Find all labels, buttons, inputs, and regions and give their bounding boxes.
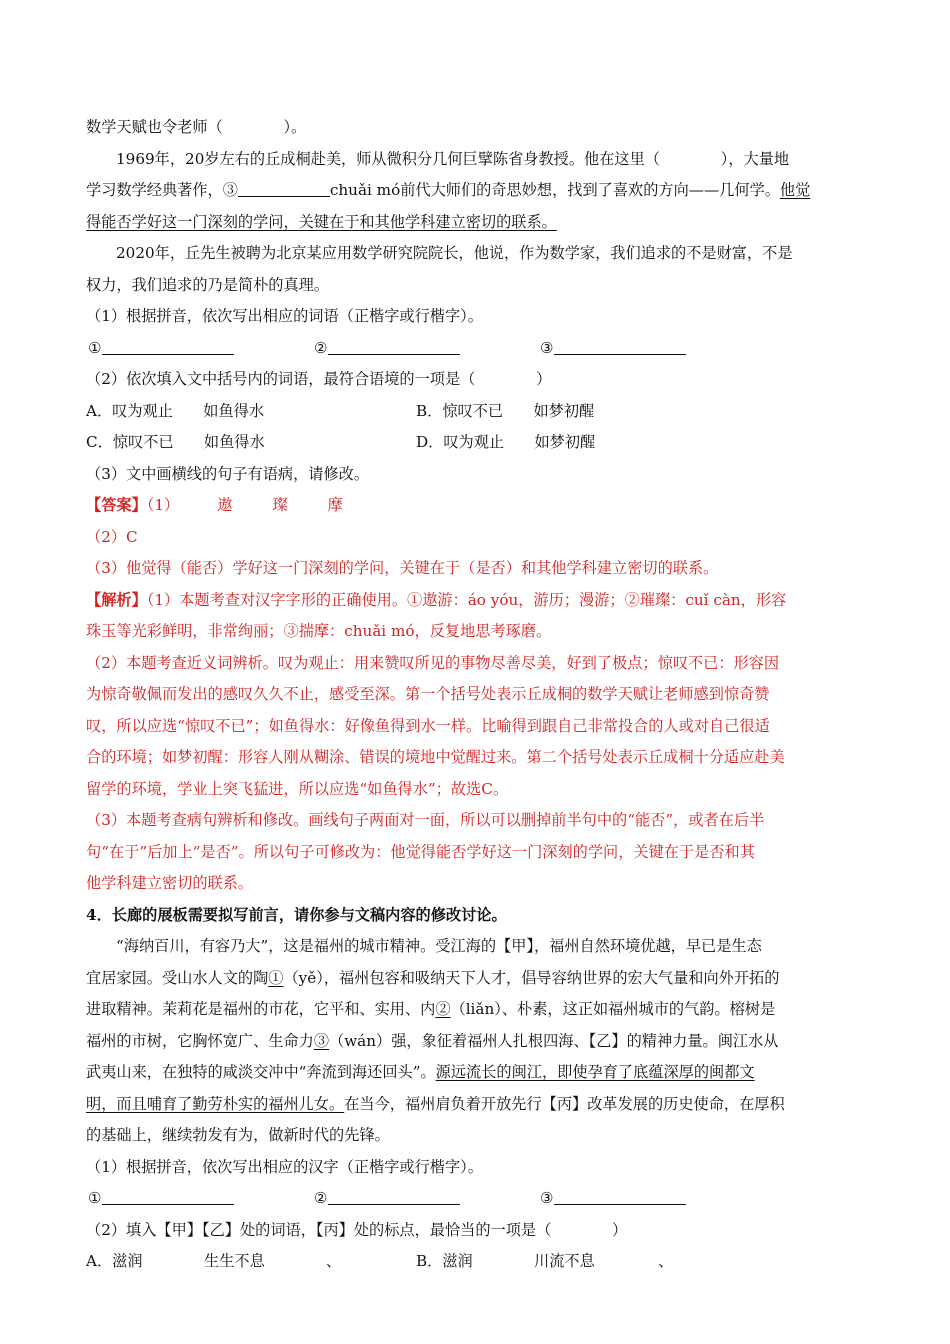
text-line: 1969年，20岁左右的丘成桐赴美，师从微积分几何巨擘陈省身教授。他在这里（ ），大量地 (116, 149, 790, 168)
analysis-label: 【解析】 (86, 590, 147, 609)
answer-blanks-row (86, 333, 864, 365)
text-span: （liǎn）、朴素，这正如福州城市的气韵。榕树是 (450, 1000, 776, 1018)
question-line: （3）文中画横线的句子有语病，请修改。 (86, 464, 370, 483)
analysis-line: 留学的环境，学业上突飞猛进，所以应选“如鱼得水”；故选C。 (86, 779, 509, 798)
answer-word: 摩 (327, 496, 343, 514)
options-row (86, 1246, 864, 1278)
answer-line: （3）他觉得（能否）学好这一门深刻的学问，关键在于（是否）和其他学科建立密切的联系。 (86, 559, 719, 577)
option-d: D．叹为观止 如梦初醒 (416, 433, 596, 451)
text-line: 权力，我们追求的乃是简朴的真理。 (86, 275, 329, 294)
option-c: C．惊叹不已 如鱼得水 (86, 433, 265, 451)
text-span: 在当今，福州肩负着开放先行【丙】改革发展的历史使命，在厚积 (344, 1094, 785, 1113)
question-heading: 4．长廊的展板需要拟写前言，请你参与文稿内容的修改讨论。 (86, 905, 507, 924)
option-a-punct: 、 (326, 1252, 342, 1270)
answer-blank (102, 336, 234, 355)
blank-marker: ② (435, 1000, 451, 1018)
option-a-word2: 生生不息 (204, 1252, 265, 1270)
text-span: 福州的市树，它胸怀宽广、生命力 (86, 1031, 314, 1050)
answer-blanks-row (86, 1183, 864, 1215)
text-span: 宜居家园。受山水人文的陶 (86, 968, 269, 987)
underlined-sentence: 得能否学好这一门深刻的学问，关键在于和其他学科建立密切的联系。 (86, 212, 557, 231)
answer-blank (102, 1186, 234, 1205)
blank-label: ① (88, 338, 102, 357)
option-b-punct: 、 (658, 1252, 674, 1270)
text-line: “海纳百川，有容乃大”，这是福州的城市精神。受江海的【甲】，福州自然环境优越，早已是生态 (116, 937, 762, 955)
blank-label: ② (314, 1189, 328, 1207)
analysis-line: （2）本题考查近义词辨析。叹为观止：用来赞叹所见的事物尽善尽美，好到了极点；惊叹不已：形容因 (86, 653, 780, 672)
question-line: （1）根据拼音，依次写出相应的汉字（正楷字或行楷字）。 (86, 1157, 483, 1176)
text-line (86, 963, 864, 995)
text-span: chuǎi mó前代大师们的奇思妙想，找到了喜欢的方向——几何学。 (329, 181, 780, 199)
question-line: （1）根据拼音，依次写出相应的词语（正楷字或行楷字）。 (86, 307, 483, 325)
text-span: （yě），福州包容和吸纳天下人才，倡导容纳世界的宏大气量和向外开拓的 (283, 968, 780, 987)
answer-word: 璨 (272, 496, 288, 514)
analysis-line: 合的环境；如梦初醒：形容人刚从糊涂、错误的境地中觉醒过来。第二个括号处表示丘成桐十分适应赴美 (86, 748, 785, 766)
options-row (86, 427, 864, 459)
answer-blank (328, 1186, 460, 1205)
analysis-line (86, 585, 864, 617)
text-line (86, 207, 864, 239)
option-b-word2: 川流不息 (534, 1252, 595, 1270)
text-span: 武夷山来，在独特的咸淡交冲中“奔流到海还回头”。 (86, 1063, 436, 1081)
answer-word: 遨 (217, 496, 233, 514)
text-line (86, 1026, 864, 1058)
analysis-line: 珠玉等光彩鲜明，非常绚丽；③揣摩：chuǎi mó，反复地思考琢磨。 (86, 622, 552, 640)
answer-blank (238, 178, 330, 197)
analysis-line: （3）本题考查病句辨析和修改。画线句子两面对一面，所以可以删掉前半句中的“能否”，或者在后半 (86, 811, 765, 829)
text-line: 的基础上，继续勃发有为，做新时代的先锋。 (86, 1126, 390, 1144)
blank-label: ② (314, 338, 328, 357)
text-line (86, 1057, 864, 1089)
text-line (86, 1089, 864, 1121)
option-a: A．叹为观止 如鱼得水 (86, 401, 265, 420)
underlined-sentence: 明，而且哺育了勤劳朴实的福州儿女。 (86, 1094, 345, 1113)
question-line: （2）依次填入文中括号内的词语，最符合语境的一项是（ ） (86, 370, 552, 388)
blank-label: ① (88, 1189, 102, 1207)
option-a-word1: A．滋润 (86, 1252, 143, 1270)
answer-line (86, 490, 864, 522)
text-line: 数学天赋也令老师（ ）。 (86, 118, 307, 136)
option-b-word1: B．滋润 (416, 1252, 473, 1270)
analysis-line: 叹，所以应选“惊叹不已”；如鱼得水：好像鱼得到水一样。比喻得到跟自己非常投合的人或对自己很适 (86, 716, 770, 735)
text-line: 2020年，丘先生被聘为北京某应用数学研究院院长，他说，作为数学家，我们追求的不是财富，不是 (116, 244, 793, 262)
answer-line: （2）C (86, 527, 138, 546)
analysis-line: 句“在于”后加上“是否”。所以句子可修改为：他觉得能否学好这一门深刻的学问，关键在于是否和其 (86, 842, 755, 861)
text-span: （wán）强，象征着福州人扎根四海、【乙】的精神力量。闽江水从 (329, 1031, 779, 1050)
analysis-line: 为惊奇敬佩而发出的感叹久久不止，感受至深。第一个括号处表示丘成桐的数学天赋让老师感到惊奇赞 (86, 685, 770, 703)
answer-blank (554, 1186, 686, 1205)
text-line (86, 175, 864, 207)
text-span: （1）本题考查对汉字字形的正确使用。①遨游：áo yóu，游历；漫游；②璀璨：cuǐ càn，形容 (146, 590, 787, 609)
blank-marker: ③ (313, 1031, 329, 1050)
option-b: B．惊叹不已 如梦初醒 (416, 401, 595, 420)
text-line (86, 994, 864, 1026)
blank-label: ③ (540, 1189, 554, 1207)
answer-blank (554, 336, 686, 355)
answer-blank (328, 336, 460, 355)
text-span: （1） (146, 496, 180, 514)
blank-marker: ① (268, 968, 284, 987)
text-span: 学习数学经典著作，③ (86, 181, 238, 199)
document-page (86, 112, 864, 1278)
text-span: 进取精神。茉莉花是福州的市花，它平和、实用、内 (86, 1000, 436, 1018)
question-line: （2）填入【甲】【乙】处的词语，【丙】处的标点，最恰当的一项是（ ） (86, 1220, 628, 1239)
analysis-line: 他学科建立密切的联系。 (86, 874, 254, 892)
blank-label: ③ (540, 338, 554, 357)
underlined-sentence: 源远流长的闽江，即使孕育了底蕴深厚的闽都文 (435, 1063, 755, 1081)
options-row (86, 396, 864, 428)
underlined-sentence: 他觉 (779, 181, 811, 199)
answer-label: 【答案】 (86, 496, 147, 514)
